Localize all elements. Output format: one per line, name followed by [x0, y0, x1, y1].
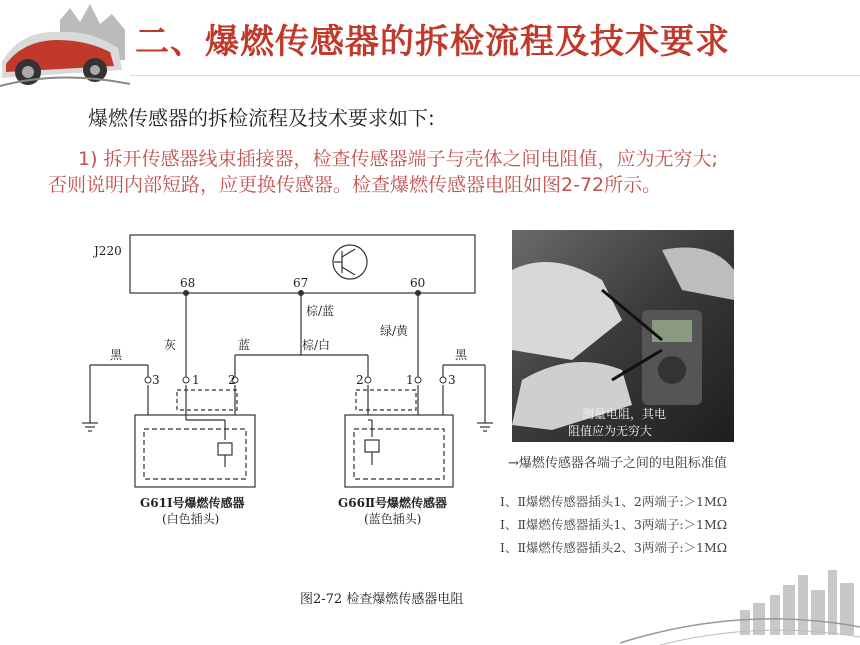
left-terminal-3: 3 [152, 373, 160, 387]
photo-overlay-line2: 阻值应为无穷大 [568, 424, 653, 438]
figure-caption: 图2-72 检查爆燃传感器电阻 [300, 592, 464, 607]
wire-black-right-label: 黑 [455, 348, 468, 362]
slide-subtitle: 爆燃传感器的拆检流程及技术要求如下: [88, 106, 435, 130]
pin-68-label: 68 [180, 276, 196, 290]
pin-60-label: 60 [410, 276, 426, 290]
wire-black-left-label: 黑 [110, 348, 123, 362]
photo-caption: →爆燃传感器各端子之间的电阻标准值 [508, 456, 727, 471]
left-terminal-2: 2 [228, 373, 236, 387]
ecu-label: J220 [94, 244, 122, 258]
title-divider [130, 75, 860, 76]
wiring-diagram [80, 215, 500, 560]
wire-brown-white-label: 棕/白 [302, 338, 331, 352]
spec-line-2: Ⅰ、Ⅱ爆燃传感器插头1、3两端子:＞1MΩ [500, 517, 728, 532]
cityscape-decoration [620, 565, 860, 645]
sensor2-name: G66Ⅱ号爆燃传感器 [338, 496, 448, 510]
pin-67-label: 67 [293, 276, 309, 290]
body-paragraph [48, 146, 828, 198]
spec-line-1: Ⅰ、Ⅱ爆燃传感器插头1、2两端子:＞1MΩ [500, 494, 728, 509]
left-terminal-1: 1 [192, 373, 200, 387]
right-terminal-1: 1 [406, 373, 414, 387]
sensor2-plug: (蓝色插头) [364, 512, 422, 526]
sensor1-plug: (白色插头) [162, 512, 220, 526]
measurement-photo [512, 230, 734, 442]
car-logo [0, 0, 130, 95]
paragraph-line-1: 1) 拆开传感器线束插接器，检查传感器端子与壳体之间电阻值，应为无穷大; [78, 148, 718, 170]
wire-blue-label: 蓝 [238, 338, 251, 352]
slide-title: 二、爆燃传感器的拆检流程及技术要求 [135, 22, 730, 62]
wire-green-yellow-label: 绿/黄 [380, 324, 409, 338]
photo-overlay-line1: 测量电阻，其电 [582, 407, 667, 421]
wire-grey-label: 灰 [164, 338, 177, 352]
paragraph-line-2: 否则说明内部短路，应更换传感器。检查爆燃传感器电阻如图2-72所示。 [48, 174, 662, 196]
right-terminal-2: 2 [356, 373, 364, 387]
spec-line-3: Ⅰ、Ⅱ爆燃传感器插头2、3两端子:＞1MΩ [500, 540, 728, 555]
wire-brown-blue-label: 棕/蓝 [306, 304, 335, 318]
right-terminal-3: 3 [448, 373, 456, 387]
sensor1-name: G61Ⅰ号爆燃传感器 [140, 496, 245, 510]
